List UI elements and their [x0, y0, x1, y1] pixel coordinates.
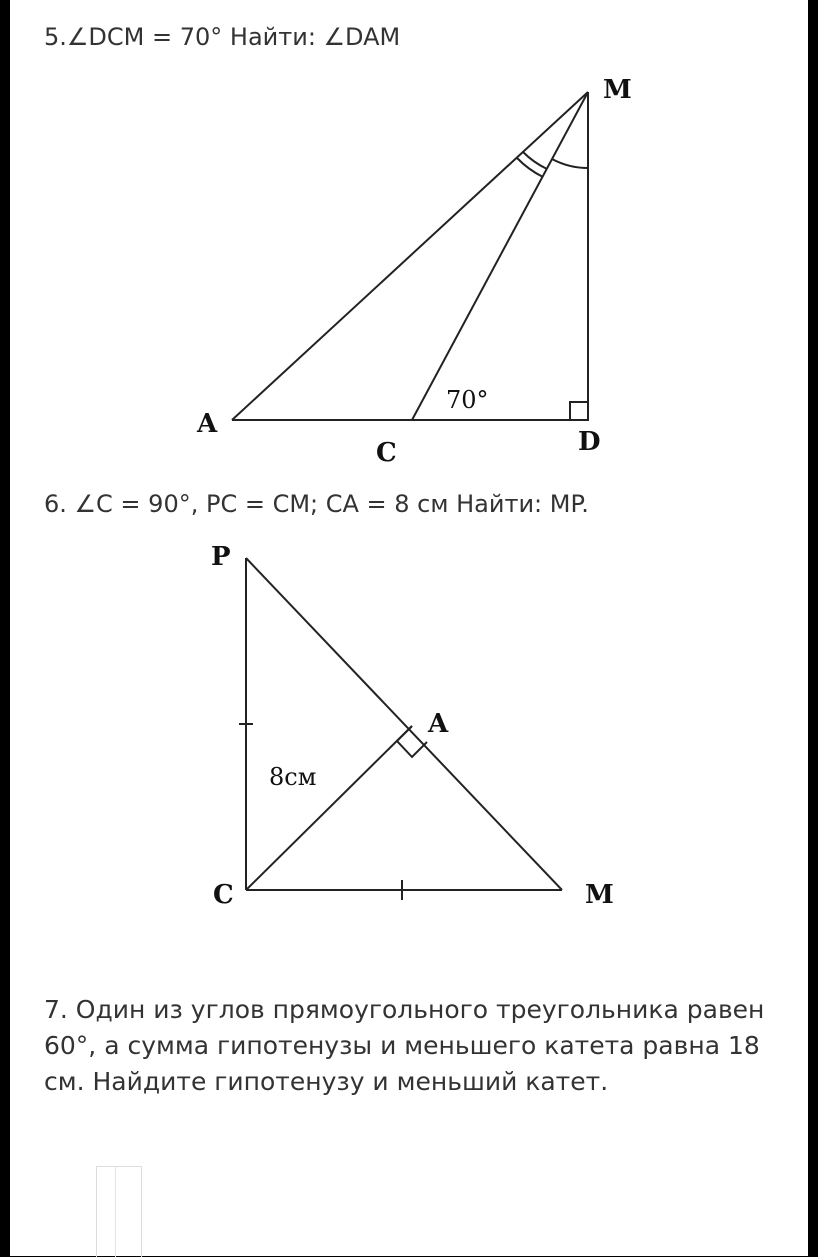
label-m-5: M [603, 75, 632, 105]
label-p-6: P [211, 542, 231, 572]
problem-6-text: 6. ∠C = 90°, PC = CM; CA = 8 см Найти: MP. [44, 490, 589, 518]
right-angle-marker-a [397, 726, 427, 757]
problem-5-text: 5.∠DCM = 70° Найти: ∠DAM [44, 23, 401, 51]
problem-7-text: 7. Один из углов прямоугольного треугольника равен 60°, а сумма гипотенузы и меньшего катета равна 18 см. Найдите гипотенузу и меньший катет. [44, 995, 765, 1096]
label-a-6: A [428, 709, 449, 739]
segment-pm [246, 558, 562, 890]
figure-problem-6 [10, 0, 808, 960]
label-length-8cm: 8см [269, 763, 317, 791]
text-cursor-placeholder [96, 1166, 142, 1257]
label-c-6: C [213, 880, 234, 910]
label-d-5: D [578, 427, 601, 457]
label-a-5: A [197, 409, 218, 439]
segment-ca [246, 726, 412, 890]
label-m-6: M [585, 880, 614, 910]
document-page [10, 0, 808, 1256]
label-angle-70: 70° [446, 386, 489, 414]
label-c-5: C [376, 438, 397, 468]
